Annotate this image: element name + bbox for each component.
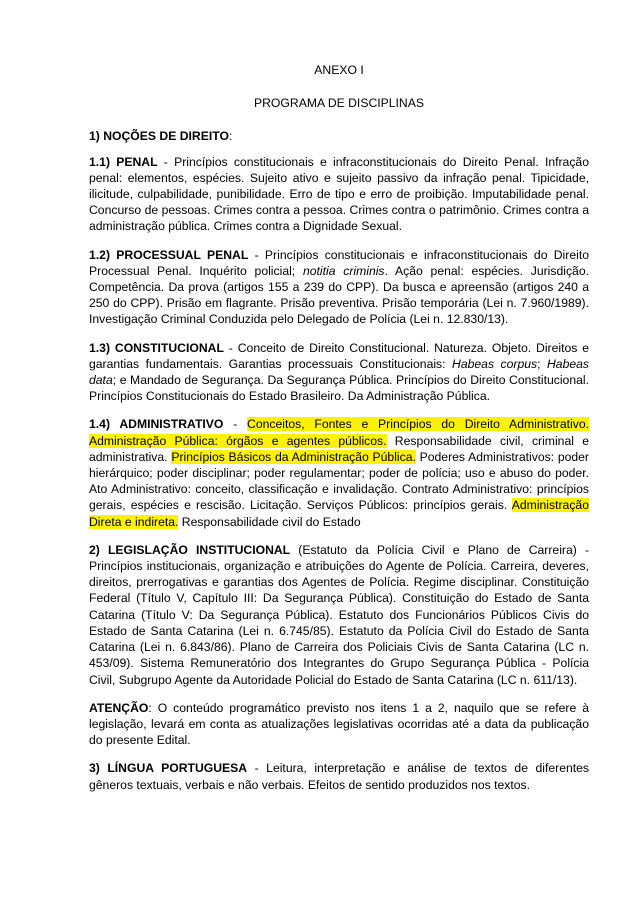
processual-title: 1.2) PROCESSUAL PENAL bbox=[89, 247, 249, 262]
atencao-text: : O conteúdo programático previsto nos itens 1 a 2, naquilo que se refere à legislação, levará em conta as atualizações legislativas ocorridas até a data da publicação do presente Edital. bbox=[89, 700, 589, 748]
legislacao-text: (Estatuto da Polícia Civil e Plano de Carreira) - Princípios institucionais, organização e atribuições do Agente de Polícia. Carreira, deveres, direitos, prerrogativas e garantias dos Agentes de Polícia. Regime disciplinar. Constituição Federal (Título V, Capítulo III: Da Segurança Pública). Constituição do Estado de Santa Catarina (Título V: Da Segurança Pública). Estatuto dos Funcionários Públicos Civis do Estado de Santa Catarina (Lei n. 6.745/85). Estatuto da Polícia Civil do Estado de Santa Catarina (Lei n. 6.843/86). Plano de Carreira dos Policiais Civis de Santa Catarina (LC n. 453/09). Sistema Remuneratório dos Integrantes do Grupo Segurança Pública - Polícia Civil, Subgrupo Agente da Autoridade Policial do Estado de Santa Catarina (LC n. 611/13). bbox=[89, 542, 589, 687]
legislacao-title: 2) LEGISLAÇÃO INSTITUCIONAL bbox=[89, 542, 291, 557]
administrativo-title: 1.4) ADMINISTRATIVO bbox=[89, 417, 224, 432]
paragraph-constitucional bbox=[89, 340, 589, 405]
annex-title: ANEXO I bbox=[314, 63, 364, 77]
section-heading-text: 1) NOÇÕES DE DIREITO bbox=[89, 129, 229, 144]
penal-title: 1.1) PENAL bbox=[89, 154, 158, 169]
paragraph-penal bbox=[89, 154, 589, 235]
processual-text-a: - Princípios constitucionais e infraconstitucionais do Direito Processual Penal. Inquérito policial; bbox=[89, 247, 589, 278]
highlight-1: Conceitos, Fontes e Princípios do Direito Administrativo. Administração Pública: órgãos e agentes públicos. bbox=[89, 417, 589, 448]
processual-text-b: . Ação penal: espécies. Jurisdição. Competência. Da prova (artigos 155 a 239 do CPP). Da busca e apreensão (artigos 240 a 250 do CPP). Prisão em flagrante. Prisão preventiva. Prisão temporária (Lei n. 7.960/1989). Investigação Criminal Conduzida pelo Delegado de Polícia (Lei n. 12.830/13). bbox=[89, 263, 589, 327]
paragraph-administrativo bbox=[89, 416, 589, 529]
administrativo-text-b: Poderes Administrativos: poder hierárquico; poder disciplinar; poder regulamentar; poder de polícia; uso e abuso do poder. Ato Administrativo: conceito, classificação e invalidação. Contrato Administrativo: princípios gerais, espécies e rescisão. Licitação. Serviços Públicos: princípios gerais. bbox=[89, 449, 589, 513]
administrativo-text-c: Responsabilidade civil do Estado bbox=[178, 514, 361, 529]
section-heading-suffix: : bbox=[228, 129, 233, 144]
portugues-title: 3) LÍNGUA PORTUGUESA bbox=[89, 761, 248, 776]
program-title: PROGRAMA DE DISCIPLINAS bbox=[254, 96, 424, 111]
constitucional-italic-b: Habeas data bbox=[89, 356, 589, 388]
processual-italic: notitia criminis bbox=[302, 263, 385, 278]
constitucional-title: 1.3) CONSTITUCIONAL bbox=[89, 340, 224, 355]
section-heading-nocoes bbox=[89, 128, 589, 144]
paragraph-processual-penal bbox=[89, 247, 589, 328]
highlight-3: Administração Direta e indireta. bbox=[89, 498, 589, 529]
administrativo-sep: - bbox=[223, 417, 248, 432]
highlight-2: Princípios Básicos da Administração Pública. bbox=[171, 449, 416, 464]
constitucional-text-c: ; e Mandado de Segurança. Da Segurança Pública. Princípios do Direito Constitucional. Princípios Constitucionais do Estado Brasileiro. Da Administração Pública. bbox=[89, 373, 589, 404]
penal-text: - Princípios constitucionais e infraconstitucionais do Direito Penal. Infração penal: elementos, espécies. Sujeito ativo e sujeito passivo da infração penal. Tipicidade, ilicitude, culpabilidade, punibilidade. Erro de tipo e erro de proibição. Imputabilidade penal. Concurso de pessoas. Crimes contra a pessoa. Crimes contra o patrimônio. Crimes contra a administração pública. Crimes contra a Dignidade Sexual. bbox=[89, 154, 589, 234]
portugues-text: - Leitura, interpretação e análise de textos de diferentes gêneros textuais, verbais e não verbais. Efeitos de sentido produzidos nos textos. bbox=[89, 761, 590, 792]
paragraph-legislacao bbox=[89, 542, 589, 688]
atencao-title: ATENÇÃO bbox=[89, 700, 149, 715]
constitucional-text-a: - Conceito de Direito Constitucional. Natureza. Objeto. Direitos e garantias fundamentais. Garantias processuais Constitucionais: bbox=[89, 340, 590, 371]
constitucional-italic-a: Habeas corpus bbox=[452, 356, 538, 371]
constitucional-text-b: ; bbox=[537, 356, 547, 371]
administrativo-text-a: Responsabilidade civil, criminal e administrativa. bbox=[89, 433, 589, 464]
document-page bbox=[89, 62, 589, 805]
paragraph-atencao bbox=[89, 700, 589, 749]
paragraph-portugues bbox=[89, 760, 589, 792]
